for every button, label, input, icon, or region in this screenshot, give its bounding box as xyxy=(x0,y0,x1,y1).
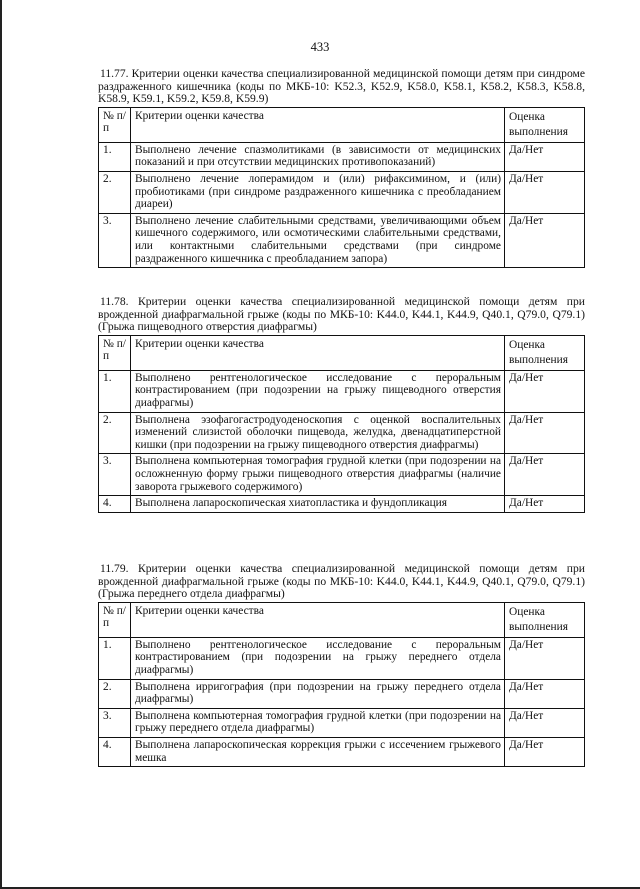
row-num: 3. xyxy=(99,454,131,496)
row-criterion: Выполнена лапароскопическая хиатопластика и фундопликация xyxy=(131,496,505,513)
header-num: № п/п xyxy=(99,107,131,142)
table-row xyxy=(99,142,585,171)
section-11-79 xyxy=(98,563,585,767)
row-criterion: Выполнена лапароскопическая коррекция грыжи с иссечением грыжевого мешка xyxy=(131,737,505,766)
section-11-77 xyxy=(98,68,585,268)
section-caption: 11.78. Критерии оценки качества специализированной медицинской помощи детям при врожденной диафрагмальной грыже (коды по МКБ-10: K44.0, K44.1, K44.9, Q40.1, Q79.0, Q79.1) (Грыжа пищеводного отверстия диафрагмы) xyxy=(98,295,585,334)
table-row xyxy=(99,213,585,267)
row-criterion: Выполнено рентгенологическое исследование с пероральным контрастированием (при подозрении на грыжу переднего отдела диафрагмы) xyxy=(131,637,505,679)
criteria-table xyxy=(98,335,585,513)
table-row xyxy=(99,637,585,679)
table-header-row xyxy=(99,602,585,637)
row-criterion: Выполнена эзофагогастродуоденоскопия с оценкой воспалительных изменений слизистой оболочки пищевода, желудка, двенадцатиперстной кишки (при подозрении на грыжу пищеводного отверстия диафрагмы) xyxy=(131,412,505,454)
table-row xyxy=(99,171,585,213)
row-num: 4. xyxy=(99,496,131,513)
table-row xyxy=(99,737,585,766)
row-criterion: Выполнена компьютерная томография грудной клетки (при подозрении на грыжу переднего отдела диафрагмы) xyxy=(131,708,505,737)
row-criterion: Выполнена ирригография (при подозрении на грыжу переднего отдела диафрагмы) xyxy=(131,679,505,708)
row-num: 1. xyxy=(99,142,131,171)
header-criterion: Критерии оценки качества xyxy=(131,335,505,370)
row-result: Да/Нет xyxy=(505,412,585,454)
header-criterion: Критерии оценки качества xyxy=(131,107,505,142)
header-result: Оценка выполнения xyxy=(505,107,585,142)
row-num: 1. xyxy=(99,370,131,412)
row-result: Да/Нет xyxy=(505,454,585,496)
scan-edge-left xyxy=(0,0,2,889)
header-num: № п/п xyxy=(99,335,131,370)
row-result: Да/Нет xyxy=(505,708,585,737)
row-result: Да/Нет xyxy=(505,171,585,213)
row-criterion: Выполнена компьютерная томография грудной клетки (при подозрении на осложненную форму грыжи пищеводного отверстия диафрагмы (наличие заворота грыжевого содержимого) xyxy=(131,454,505,496)
row-result: Да/Нет xyxy=(505,213,585,267)
section-caption: 11.79. Критерии оценки качества специализированной медицинской помощи детям при врожденной диафрагмальной грыже (коды по МКБ-10: K44.0, K44.1, K44.9, Q40.1, Q79.0, Q79.1) (Грыжа переднего отдела диафрагмы) xyxy=(98,562,585,601)
header-num: № п/п xyxy=(99,602,131,637)
row-result: Да/Нет xyxy=(505,679,585,708)
row-result: Да/Нет xyxy=(505,637,585,679)
table-row xyxy=(99,496,585,513)
row-num: 2. xyxy=(99,679,131,708)
criteria-table xyxy=(98,602,585,767)
row-criterion: Выполнено лечение спазмолитиками (в зависимости от медицинских показаний и при отсутствии медицинских противопоказаний) xyxy=(131,142,505,171)
row-criterion: Выполнено рентгенологическое исследование с пероральным контрастированием (при подозрении на грыжу пищеводного отверстия диафрагмы) xyxy=(131,370,505,412)
table-row xyxy=(99,679,585,708)
row-num: 2. xyxy=(99,171,131,213)
row-num: 4. xyxy=(99,737,131,766)
row-criterion: Выполнено лечение лоперамидом и (или) рифаксимином, и (или) пробиотиками (при синдроме раздраженного кишечника с преобладанием диареи) xyxy=(131,171,505,213)
header-result: Оценка выполнения xyxy=(505,335,585,370)
header-criterion: Критерии оценки качества xyxy=(131,602,505,637)
row-num: 2. xyxy=(99,412,131,454)
table-row xyxy=(99,454,585,496)
row-result: Да/Нет xyxy=(505,496,585,513)
table-row xyxy=(99,412,585,454)
row-num: 3. xyxy=(99,213,131,267)
row-result: Да/Нет xyxy=(505,142,585,171)
table-header-row xyxy=(99,335,585,370)
criteria-table xyxy=(98,107,585,268)
section-caption: 11.77. Критерии оценки качества специализированной медицинской помощи детям при синдроме раздраженного кишечника (коды по МКБ-10: K52.3, K52.9, K58.0, K58.1, K58.2, K58.3, K58.8, K58.9, K59.1, K59.2, K59.8, K59.9) xyxy=(98,67,585,106)
header-result: Оценка выполнения xyxy=(505,602,585,637)
row-result: Да/Нет xyxy=(505,737,585,766)
table-row xyxy=(99,708,585,737)
table-header-row xyxy=(99,107,585,142)
table-row xyxy=(99,370,585,412)
page-number: 433 xyxy=(310,40,330,54)
row-num: 1. xyxy=(99,637,131,679)
row-criterion: Выполнено лечение слабительными средствами, увеличивающими объем кишечного содержимого, или осмотическими слабительными средствами, или контактными слабительными средствами (при синдроме раздраженного кишечника с преобладанием запора) xyxy=(131,213,505,267)
section-11-78 xyxy=(98,296,585,513)
row-num: 3. xyxy=(99,708,131,737)
row-result: Да/Нет xyxy=(505,370,585,412)
